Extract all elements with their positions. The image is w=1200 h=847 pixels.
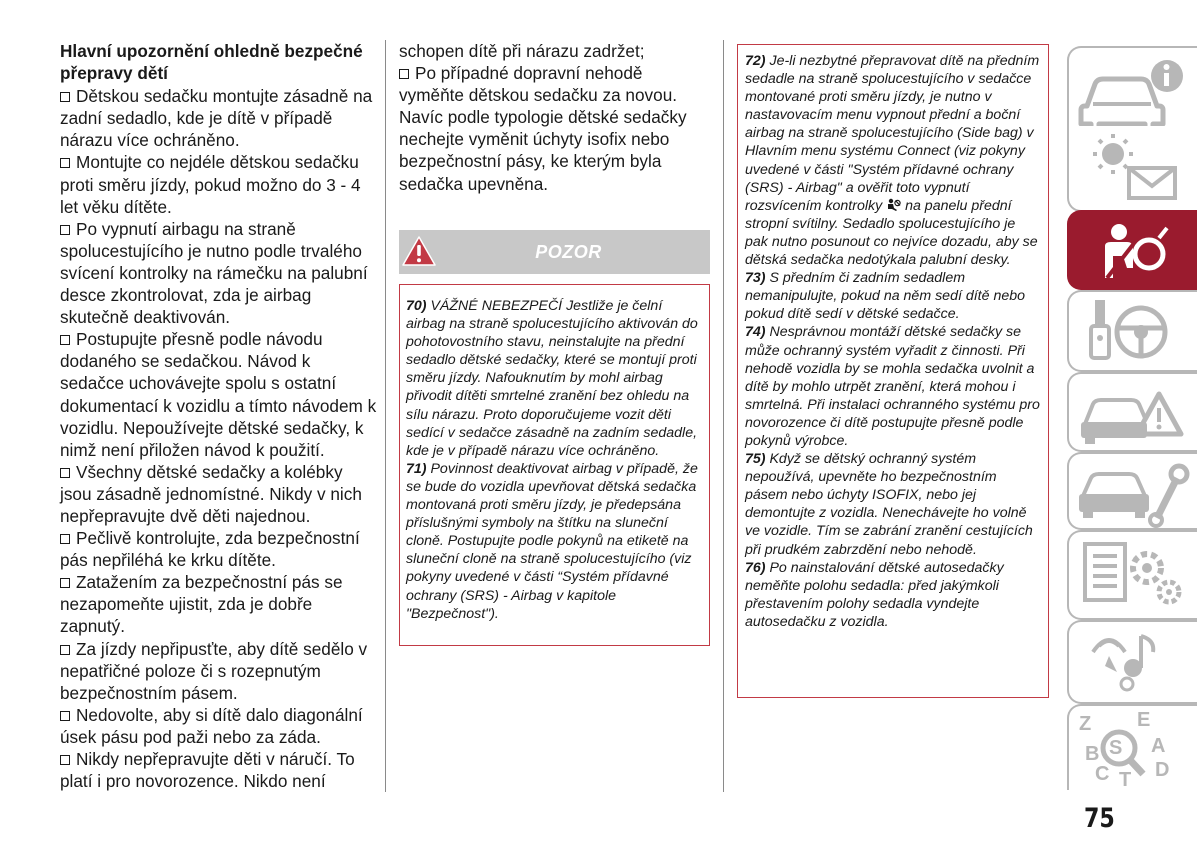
- alphabetical-index-icon: [1069, 706, 1197, 790]
- instruction-paragraph: Nedovolte, aby si dítě dalo diagonální úsek pásu pod paži nebo za záda.: [60, 704, 363, 747]
- instruction-paragraph: Nikdy nepřepravujte děti v náručí. To platí i pro novorozence. Nikdo není: [60, 749, 355, 792]
- multimedia-music-icon: [1069, 622, 1197, 704]
- safety-seatbelt-airbag-icon: [1069, 212, 1197, 288]
- column-divider: [385, 40, 386, 792]
- page-number: 75: [1084, 803, 1115, 834]
- square-bullet-icon: [60, 645, 70, 655]
- index-letter: E: [1137, 709, 1151, 731]
- note-entry: 72) Je-li nezbytné přepravovat dítě na předním sedadle na straně spolucestujícího v sedačce montované proti směru jízdy, je nutno v nastavovacím menu vypnout přední a boční airbag na straně spolucestujícího (Side bag) v Hlavním menu systému Connect (viz pokyny uvedené v části "Systém přídavné ochrany (SRS) - Airbag" a ověřit toto vypnutí rozsvícením kontrolky na panelu přední stropní svítilny. Sedadlo spolucestujícího je pak nutno posunout co nejvíce dozadu, aby se dětská sedačka nedotýkala palubní desky.: [745, 53, 1040, 269]
- key-steering-wheel-icon: [1069, 292, 1197, 372]
- passenger-airbag-off-icon: [886, 198, 901, 212]
- warning-entry: 71) Povinnost deaktivovat airbag v případě, že se bude do vozidla upevňovat dětská sedačka montovaná proti směru jízdy, je předepsána příslušnými symboly na štítku na sluneční cloně. Postupujte podle pokynů na etiketě na sluneční cloně na straně spolucestujícího (viz pokyny uvedené v části “Systém přídavné ochrany (SRS) - Airbag v kapitole "Bezpečnost").: [406, 460, 698, 622]
- index-letter: A: [1151, 735, 1166, 757]
- instruction-paragraph: Pečlivě kontrolujte, zda bezpečnostní pás nepřiléhá ke krku dítěte.: [60, 528, 360, 571]
- instruction-paragraph: Za jízdy nepřipusťte, aby dítě sedělo v nepatřičné poloze či s rozepnutým bezpečnostním pásem.: [60, 638, 368, 703]
- index-letter: B: [1085, 743, 1100, 765]
- instruction-paragraph: Po vypnutí airbagu na straně spolucestujícího je nutno podle trvalého svícení kontrolky na rámečku na palubní desce zkontrolovat, zda je airbag skutečně deaktivován.: [60, 218, 368, 328]
- note-entry: 74) Nesprávnou montáží dětské sedačky se může ochranný systém vyřadit z činnosti. Při nehodě vozidla by se mohla sedačka uvolnit a dítě by mohlo utrpět zranění, která mohou i smrtelná. Při instalaci ochranného systému pro novorozence či dítě postupujte přesně podle pokynů výrobce.: [745, 324, 1040, 449]
- warning-title: POZOR: [535, 242, 602, 262]
- note-entry: 73) S předním či zadním sedadlem nemanipulujte, pokud na něm sedí dítě nebo pokud dítě sedí v dětské sedačce.: [745, 270, 1026, 323]
- car-maintenance-wrench-icon: [1069, 454, 1197, 530]
- warning-header: [399, 230, 710, 274]
- tab-multimedia[interactable]: [1067, 620, 1197, 704]
- dashboard-lights-icon: [1069, 126, 1197, 210]
- tab-index[interactable]: [1067, 704, 1197, 790]
- note-entry: 76) Po nainstalování dětské autosedačky neměňte polohu sedadla: před jakýmkoli přestavením polohy sedadla vyndejte autosedačku z vozidla.: [745, 559, 1004, 630]
- square-bullet-icon: [60, 534, 70, 544]
- notes-box: [737, 44, 1049, 698]
- note-entry: 75) Když se dětský ochranný systém nepoužívá, upevněte ho bezpečnostním pásem nebo úchyty ISOFIX, nebo jej demontujte z vozidla. Nenechávejte ho volně ve vozidle. Tím se zabrání zranění cestujících při prudkém zabrzdění nebo nehodě.: [745, 451, 1033, 558]
- tab-instruments[interactable]: [1067, 126, 1197, 212]
- index-letter: D: [1155, 759, 1170, 781]
- square-bullet-icon: [60, 225, 70, 235]
- tab-technical-data[interactable]: [1067, 530, 1197, 620]
- index-letter: T: [1119, 769, 1132, 790]
- checklist-gears-icon: [1069, 532, 1197, 620]
- tab-emergency[interactable]: [1067, 372, 1197, 452]
- index-letter: C: [1095, 763, 1110, 785]
- square-bullet-icon: [60, 578, 70, 588]
- middle-column: [399, 40, 711, 195]
- car-warning-triangle-icon: [1069, 374, 1197, 452]
- square-bullet-icon: [60, 711, 70, 721]
- continued-text: schopen dítě při nárazu zadržet;: [399, 41, 645, 61]
- square-bullet-icon: [60, 92, 70, 102]
- tab-maintenance[interactable]: [1067, 452, 1197, 530]
- square-bullet-icon: [60, 158, 70, 168]
- instruction-paragraph: Montujte co nejdéle dětskou sedačku proti směru jízdy, pokud možno do 3 - 4 let věku dítěte.: [60, 152, 361, 217]
- index-letter: S: [1109, 737, 1123, 759]
- instruction-paragraph: Dětskou sedačku montujte zásadně na zadní sedadlo, kde je dítě v případě nárazu více ochráněno.: [60, 86, 373, 151]
- instruction-paragraph: Všechny dětské sedačky a kolébky jsou zásadně jednomístné. Nikdy v nich nepřepravujte dvě děti najednou.: [60, 461, 362, 526]
- left-column: [60, 40, 378, 792]
- square-bullet-icon: [60, 755, 70, 765]
- square-bullet-icon: [399, 69, 409, 79]
- section-heading: Hlavní upozornění ohledně bezpečné přepravy dětí: [60, 41, 363, 84]
- instruction-paragraph: Postupujte přesně podle návodu dodaného se sedačkou. Návod k sedačce uchovávejte spolu s ostatní dokumentací k vozidlu a tímto návodem k vozidlu. Nepoužívejte dětské sedačky, k nimž není přiložen návod k použití.: [60, 329, 377, 460]
- instruction-paragraph: Zatažením za bezpečnostní pás se nezapomeňte ujistit, zda je dobře zapnutý.: [60, 572, 343, 637]
- column-divider: [723, 40, 724, 792]
- square-bullet-icon: [60, 468, 70, 478]
- warning-entry: 70) VÁŽNÉ NEBEZPEČÍ Jestliže je čelní airbag na straně spolucestujícího aktivován do pohotovostního stavu, neinstalujte na přední sedadlo dětské sedačky, které se montují proti směru jízdy. Nafouknutím by mohl airbag přivodit dítěti smrtelné zranění bez ohledu na sílu nárazu. Proto doporučujeme vozit děti sedící v sedačce zásadně na zadním sedadle, kde je v případě nárazu více ochráněno.: [406, 298, 698, 459]
- square-bullet-icon: [60, 335, 70, 345]
- tab-starting-driving[interactable]: [1067, 290, 1197, 372]
- warning-box: [399, 284, 710, 646]
- instruction-paragraph: Po případné dopravní nehodě vyměňte dětskou sedačku za novou. Navíc podle typologie dětské sedačky nechejte vyměnit úchyty isofix nebo bezpečnostní pásy, ke kterým byla sedačka upevněna.: [399, 63, 687, 194]
- tab-safety[interactable]: [1067, 210, 1197, 290]
- index-letter: Z: [1079, 713, 1092, 735]
